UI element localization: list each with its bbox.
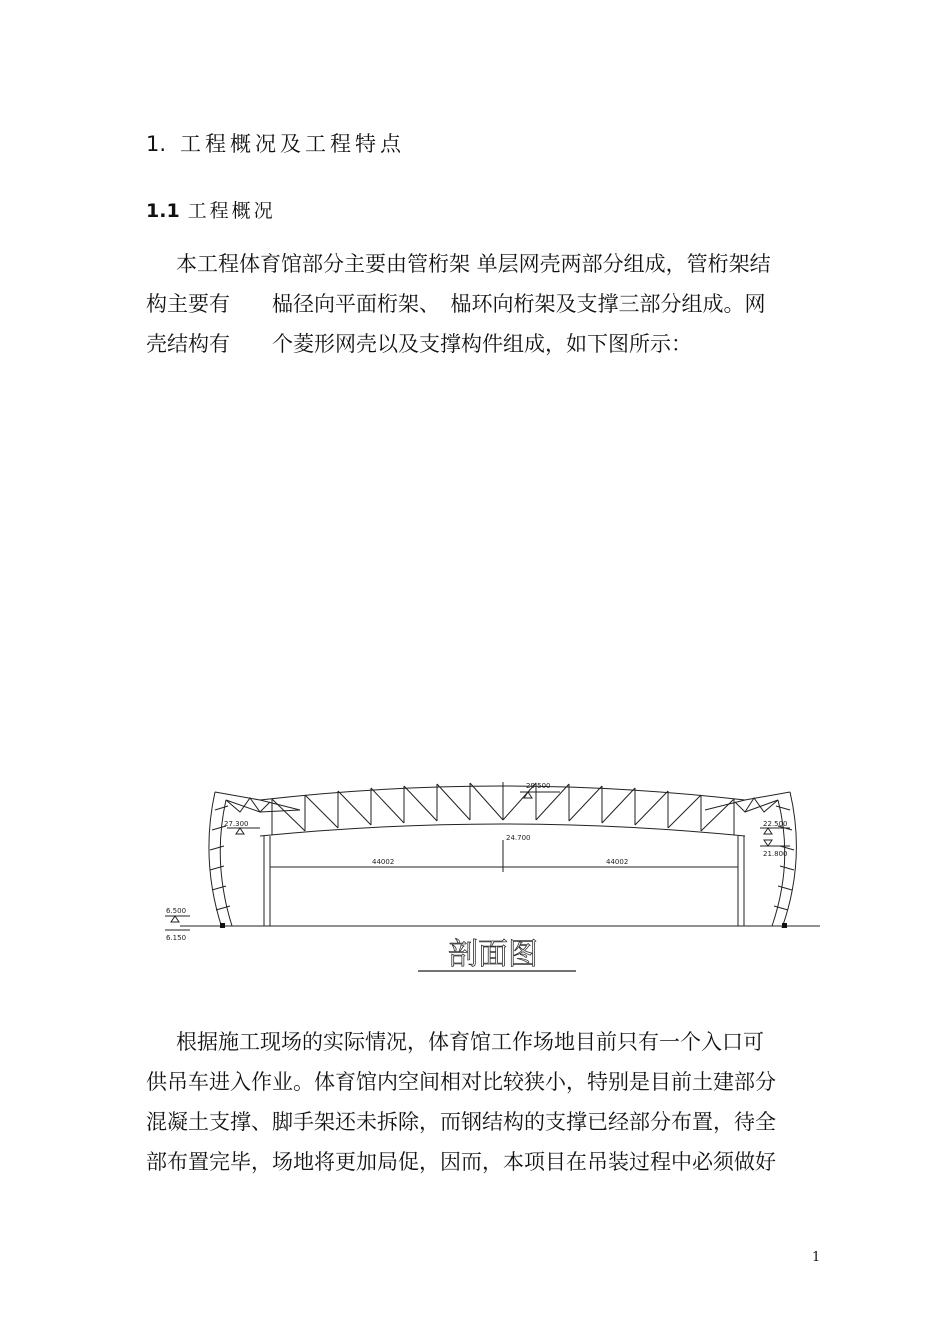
section-heading <box>146 128 405 158</box>
label-center-elevation: 24.700 <box>506 834 531 842</box>
label-top-elevation: 29.500 <box>526 782 551 790</box>
section-number: 1. <box>146 132 167 156</box>
label-left-upper-elevation: 27.300 <box>224 820 249 828</box>
truss-bottom-chord <box>260 824 745 836</box>
paragraph-site-conditions <box>146 1022 806 1182</box>
subsection-title: 工程概况 <box>187 200 276 222</box>
subsection-heading <box>146 196 276 223</box>
paragraph-line: 壳结构有 个菱形网壳以及支撑构件组成，如下图所示： <box>146 332 692 356</box>
label-span-left: 44002 <box>372 858 395 866</box>
subsection-number: 1.1 <box>146 200 180 222</box>
paragraph-overview <box>146 244 806 364</box>
label-left-base-lower: 6.150 <box>166 934 187 942</box>
paragraph-line: 构主要有 榀径向平面桁架、 榀环向桁架及支撑三部分组成。网 <box>146 292 766 316</box>
figure-caption: 剖面图 <box>448 937 538 972</box>
paragraph-line: 部布置完毕，场地将更加局促，因而，本项目在吊装过程中必须做好 <box>146 1150 776 1174</box>
section-drawing <box>160 770 820 980</box>
paragraph-line: 根据施工现场的实际情况，体育馆工作场地目前只有一个入口可 <box>176 1030 764 1054</box>
paragraph-line: 供吊车进入作业。体育馆内空间相对比较狭小，特别是目前土建部分 <box>146 1070 776 1094</box>
label-right-lower-elevation: 21.800 <box>763 850 788 858</box>
left-column <box>264 836 270 926</box>
label-span-right: 44002 <box>606 858 629 866</box>
label-right-upper-elevation: 22.500 <box>763 820 788 828</box>
truss-section-diagram <box>160 770 820 980</box>
paragraph-line: 本工程体育馆部分主要由管桁架 单层网壳两部分组成，管桁架结 <box>176 252 771 276</box>
page-number: 1 <box>812 1250 821 1265</box>
label-left-base-upper: 6.500 <box>166 907 187 915</box>
section-title: 工程概况及工程特点 <box>180 132 406 156</box>
paragraph-line: 混凝土支撑、脚手架还未拆除，而钢结构的支撑已经部分布置，待全 <box>146 1110 776 1134</box>
right-column <box>738 836 744 926</box>
